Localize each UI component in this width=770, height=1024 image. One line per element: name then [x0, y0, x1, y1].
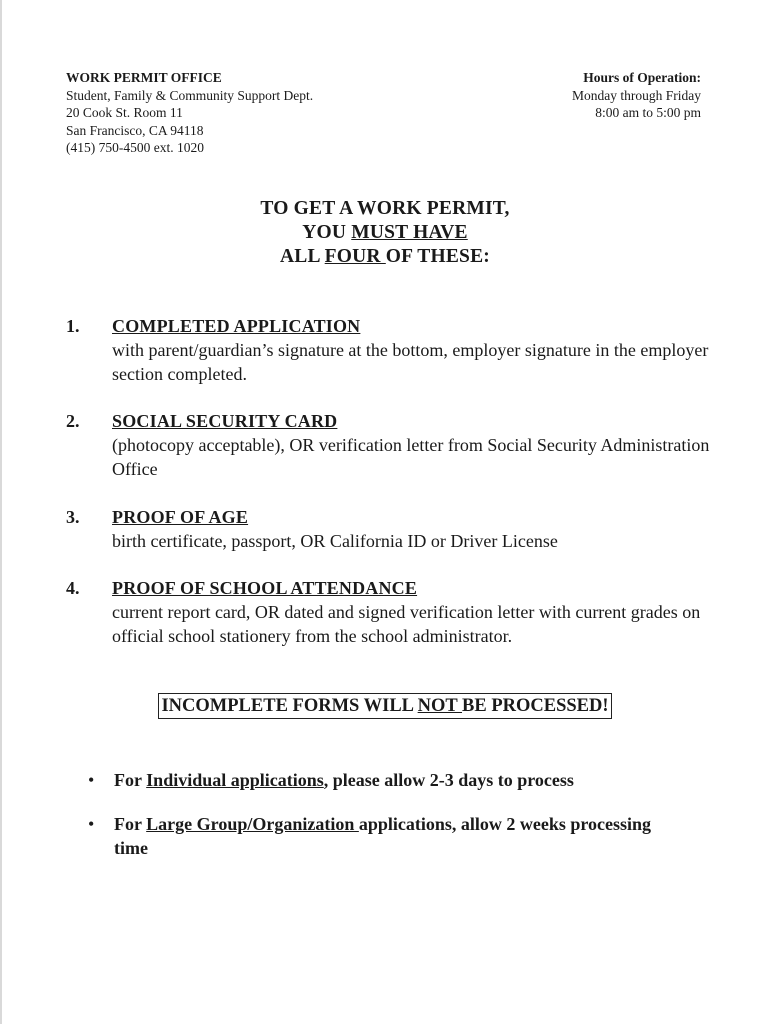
- requirement-heading: PROOF OF AGE: [112, 507, 249, 527]
- requirement-number: 1.: [66, 316, 80, 336]
- scan-edge: [0, 0, 2, 1024]
- requirement-item: [66, 314, 716, 386]
- note-item: [88, 812, 688, 860]
- note-text-emphasis: Individual applications: [146, 770, 324, 790]
- bullet-icon: •: [88, 770, 95, 790]
- requirement-item: [66, 505, 716, 553]
- requirement-heading: SOCIAL SECURITY CARD: [112, 411, 338, 431]
- title-line-2-pre: YOU: [302, 222, 352, 243]
- note-text-pre: For: [114, 770, 147, 790]
- office-department: Student, Family & Community Support Dept.: [66, 87, 314, 103]
- page-title: [0, 197, 770, 269]
- requirement-description: with parent/guardian’s signature at the bottom, employer signature in the employer section completed.: [112, 340, 709, 384]
- title-line-2: [0, 221, 770, 245]
- note-text-post: , please allow 2-3 days to process: [323, 770, 574, 790]
- hours-title: Hours of Operation:: [583, 70, 701, 85]
- requirement-description: birth certificate, passport, OR California ID or Driver License: [112, 531, 558, 551]
- office-name: WORK PERMIT OFFICE: [66, 70, 222, 85]
- title-line-1: TO GET A WORK PERMIT,: [260, 198, 510, 219]
- hours-time: 8:00 am to 5:00 pm: [595, 105, 701, 120]
- title-line-3-emphasis: FOUR: [324, 246, 386, 267]
- warning-notice: [0, 693, 770, 719]
- office-street: 20 Cook St. Room 11: [66, 105, 183, 120]
- title-line-3-pre: ALL: [279, 246, 325, 267]
- hours-block: [572, 69, 701, 122]
- note-text-pre: For: [114, 814, 147, 834]
- note-text-post: applications, allow 2 weeks processing time: [114, 814, 652, 858]
- title-line-3-post: OF THESE:: [385, 246, 491, 267]
- requirement-number: 3.: [66, 507, 80, 527]
- requirement-number: 2.: [66, 411, 80, 431]
- office-city: San Francisco, CA 94118: [66, 122, 204, 138]
- warning-text-pre: INCOMPLETE FORMS WILL: [161, 696, 418, 716]
- requirement-description: (photocopy acceptable), OR verification letter from Social Security Administration Office: [112, 435, 710, 479]
- warning-text-post: BE PROCESSED!: [462, 696, 609, 716]
- bullet-icon: •: [88, 814, 95, 834]
- requirement-item: [66, 576, 716, 648]
- warning-text-emphasis: NOT: [417, 696, 463, 716]
- requirement-item: [66, 409, 716, 481]
- office-address-block: [66, 69, 313, 157]
- title-line-2-emphasis: MUST HAVE: [351, 222, 468, 243]
- office-phone: (415) 750-4500 ext. 1020: [66, 140, 204, 155]
- requirement-heading: COMPLETED APPLICATION: [112, 316, 361, 336]
- processing-notes: [88, 768, 688, 880]
- title-line-3: [0, 245, 770, 269]
- note-item: [88, 768, 688, 792]
- requirement-heading: PROOF OF SCHOOL ATTENDANCE: [112, 578, 418, 598]
- requirement-number: 4.: [66, 578, 80, 598]
- requirement-description: current report card, OR dated and signed verification letter with current grades on official school stationery from the school administrator.: [112, 602, 701, 646]
- hours-days: Monday through Friday: [572, 87, 701, 103]
- warning-box: [158, 693, 611, 719]
- note-text-emphasis: Large Group/Organization: [146, 814, 359, 834]
